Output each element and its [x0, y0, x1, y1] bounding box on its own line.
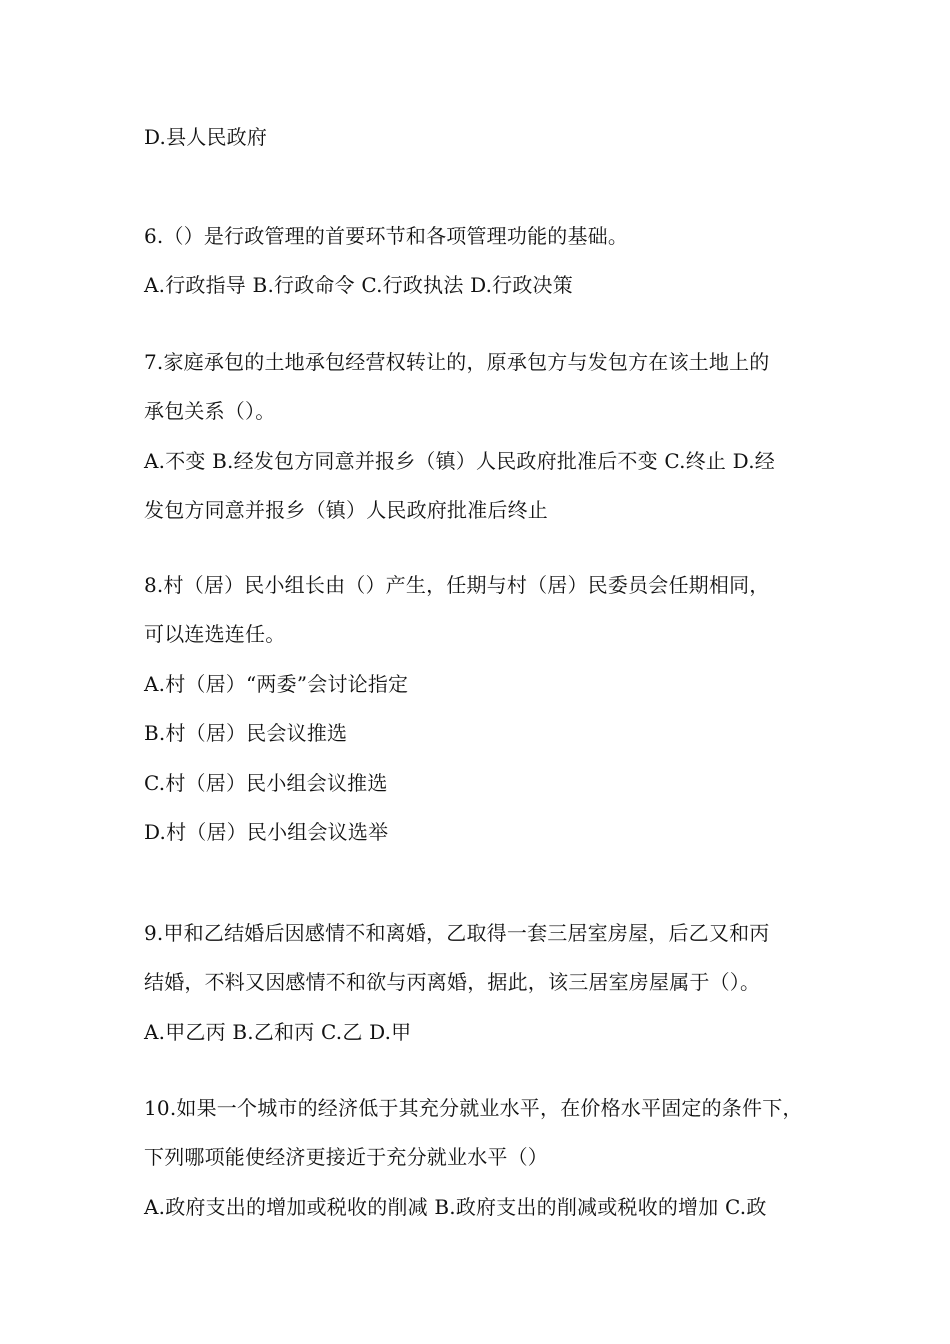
option-b-q8: B.村（居）民会议推选 [144, 721, 348, 745]
option-c-q8: C.村（居）民小组会议推选 [144, 771, 388, 795]
option-d-q8: D.村（居）民小组会议选举 [144, 820, 389, 844]
question-9-line-1: 9.甲和乙结婚后因感情不和离婚，乙取得一套三居室房屋，后乙又和丙 [144, 921, 770, 945]
question-7-line-2: 承包关系（）。 [144, 399, 276, 423]
options-q7-line-2: 发包方同意并报乡（镇）人民政府批准后终止 [144, 498, 548, 522]
options-q10-line-1: A.政府支出的增加或税收的削减 B.政府支出的削减或税收的增加 C.政 [144, 1195, 767, 1219]
options-q7-line-1: A.不变 B.经发包方同意并报乡（镇）人民政府批准后不变 C.终止 D.经 [144, 449, 775, 473]
question-10-line-1: 10.如果一个城市的经济低于其充分就业水平，在价格水平固定的条件下， [144, 1096, 803, 1120]
question-9-line-2: 结婚，不料又因感情不和欲与丙离婚，据此，该三居室房屋属于（）。 [144, 970, 761, 994]
question-10-line-2: 下列哪项能使经济更接近于充分就业水平（） [144, 1145, 548, 1169]
option-a-q8: A.村（居）“两委”会讨论指定 [144, 672, 409, 696]
options-q9: A.甲乙丙 B.乙和丙 C.乙 D.甲 [144, 1020, 412, 1044]
question-8-line-1: 8.村（居）民小组长由（）产生，任期与村（居）民委员会任期相同， [144, 573, 770, 597]
options-q6: A.行政指导 B.行政命令 C.行政执法 D.行政决策 [144, 273, 573, 297]
question-7-line-1: 7.家庭承包的土地承包经营权转让的，原承包方与发包方在该土地上的 [144, 350, 770, 374]
question-6: 6.（）是行政管理的首要环节和各项管理功能的基础。 [144, 224, 629, 248]
option-d-q5: D.县人民政府 [144, 125, 268, 149]
question-8-line-2: 可以连选连任。 [144, 622, 286, 646]
